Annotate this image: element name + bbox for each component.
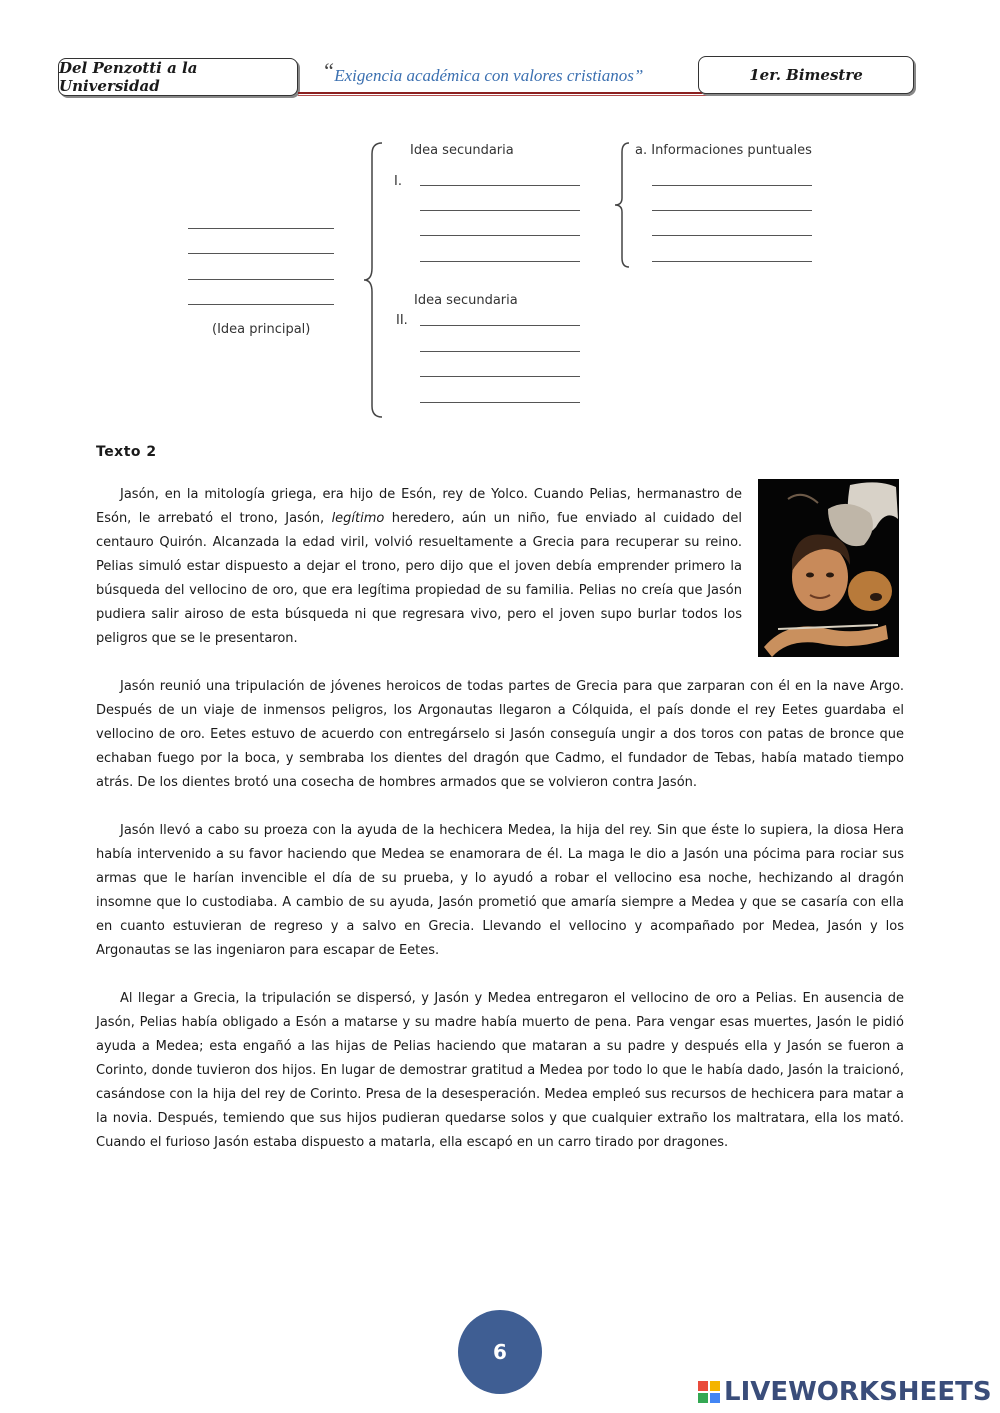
secondary-2-line-3[interactable] (420, 376, 580, 377)
secondary-1-line-1[interactable] (420, 185, 580, 186)
jason-illustration-icon (758, 479, 899, 657)
header-motto (322, 58, 644, 86)
page-number-badge (458, 1310, 542, 1394)
big-brace-icon (360, 140, 386, 420)
paragraph-2: Jasón reunió una tripulación de jóvenes heroicos de todas partes de Grecia para que zarparan con él en la nave Argo. Después de un viaje de inmensos peligros, los Argonautas llegaron a Cólquida, el país donde el rey Eetes guardaba el vellocino de oro. Eetes estuvo de acuerdo con entregárselo si Jasón conseguía ungir a dos toros con patas de bronce que echaban fuego por la boca, y sembraba los dientes del dragón que Cadmo, el fundador de Tebas, había matado tiempo atrás. De los dientes brotó una cosecha de hombres armados que se volvieron contra Jasón. (96, 679, 904, 790)
details-line-3[interactable] (652, 235, 812, 236)
details-line-2[interactable] (652, 210, 812, 211)
header-period-text: 1er. Bimestre (749, 66, 863, 84)
secondary-idea-1-numeral: I. (394, 174, 402, 189)
liveworksheets-watermark (698, 1377, 992, 1407)
header-period (698, 56, 914, 94)
small-brace-icon (612, 140, 632, 270)
secondary-idea-2-numeral: II. (396, 313, 408, 328)
header-school-title-text: Del Penzotti a la Universidad (59, 59, 198, 95)
details-line-1[interactable] (652, 185, 812, 186)
main-idea-caption: (Idea principal) (212, 322, 311, 337)
secondary-2-line-2[interactable] (420, 351, 580, 352)
secondary-1-line-3[interactable] (420, 235, 580, 236)
secondary-2-line-4[interactable] (420, 402, 580, 403)
header-school-title (58, 58, 298, 96)
secondary-1-line-4[interactable] (420, 261, 580, 262)
page-number: 6 (493, 1340, 507, 1364)
liveworksheets-logo-icon (698, 1381, 720, 1403)
details-label: a. Informaciones puntuales (635, 143, 812, 158)
header-rule-thin (298, 95, 910, 96)
details-line-4[interactable] (652, 261, 812, 262)
text-title: Texto 2 (96, 444, 157, 460)
paragraph-1 (96, 483, 742, 651)
main-idea-line-1[interactable] (188, 228, 334, 229)
secondary-1-line-2[interactable] (420, 210, 580, 211)
header-motto-quote: “ (322, 58, 335, 83)
jason-illustration (758, 479, 899, 657)
liveworksheets-text: LIVEWORKSHEETS (724, 1377, 992, 1407)
paragraph-4: Al llegar a Grecia, la tripulación se dispersó, y Jasón y Medea entregaron el vellocino de oro a Pelias. En ausencia de Jasón, Pelias había obligado a Esón a matarse y su madre había muerto de pena. Para vengar esas muertes, Jasón le pidió ayuda a Medea; esta engañó a las hijas de Pelias haciendo que mataran a su padre y después ella y Jasón se fueron a Corinto, donde tuvieron dos hijos. En lugar de demostrar gratitud a Medea por todo lo que le había dado, Jasón la traicionó, casándose con la hija del rey de Corinto. Presa de la desesperación. Medea empleó sus recursos de hechicera para matar a la novia. Después, temiendo que sus hijos pudieran quedarse solos y que cualquier extraño los maltratara, ella los mató. Cuando el furioso Jasón estaba dispuesto a matarla, ella escapó en un carro tirado por dragones. (96, 991, 904, 1150)
secondary-idea-2-label: Idea secundaria (414, 293, 518, 308)
main-idea-line-2[interactable] (188, 253, 334, 254)
paragraph-3: Jasón llevó a cabo su proeza con la ayuda de la hechicera Medea, la hija del rey. Sin que éste lo supiera, la diosa Hera había intervenido a su favor haciendo que Medea se enamorara de él. La maga le dio a Jasón una pócima para rociar sus armas que le harían invencible el día de su prueba, y lo ayudó a robar el vellocino esa noche, hechizando al dragón insomne que lo custodiaba. A cambio de su ayuda, Jasón prometió que amaría siempre a Medea y que se casaría con ella en cuanto estuvieran de regreso y a salvo en Grecia. Llevando el vellocino y acompañado por Medea, Jasón y los Argonautas se las ingeniaron para escapar de Eetes. (96, 823, 904, 958)
secondary-idea-1-label: Idea secundaria (410, 143, 514, 158)
paragraph-1-part-b: heredero, aún un niño, fue enviado al cuidado del centauro Quirón. Alcanzada la edad viril, volvió resueltamente a Grecia para recuperar su reino. Pelias simuló estar dispuesto a dejar el trono, pero dijo que el joven debía emprender primero la búsqueda del vellocino de oro, que era legítima propiedad de su familia. Pelias no creía que Jasón pudiera salir airoso de esta búsqueda ni que regresara vivo, pero el joven supo burlar todos los peligros que se le presentaron. (96, 511, 742, 646)
main-idea-line-4[interactable] (188, 304, 334, 305)
header-motto-text: Exigencia académica con valores cristianos” (334, 66, 644, 85)
paragraph-1-part-a: Jasón, en la mitología griega, era hijo de Esón, rey de Yolco. Cuando Pelias, hermanastro de Esón, le arrebató el trono, Jasón, (96, 487, 742, 526)
main-idea-line-3[interactable] (188, 279, 334, 280)
paragraph-1-emphasis: legítimo (331, 511, 385, 526)
secondary-2-line-1[interactable] (420, 325, 580, 326)
